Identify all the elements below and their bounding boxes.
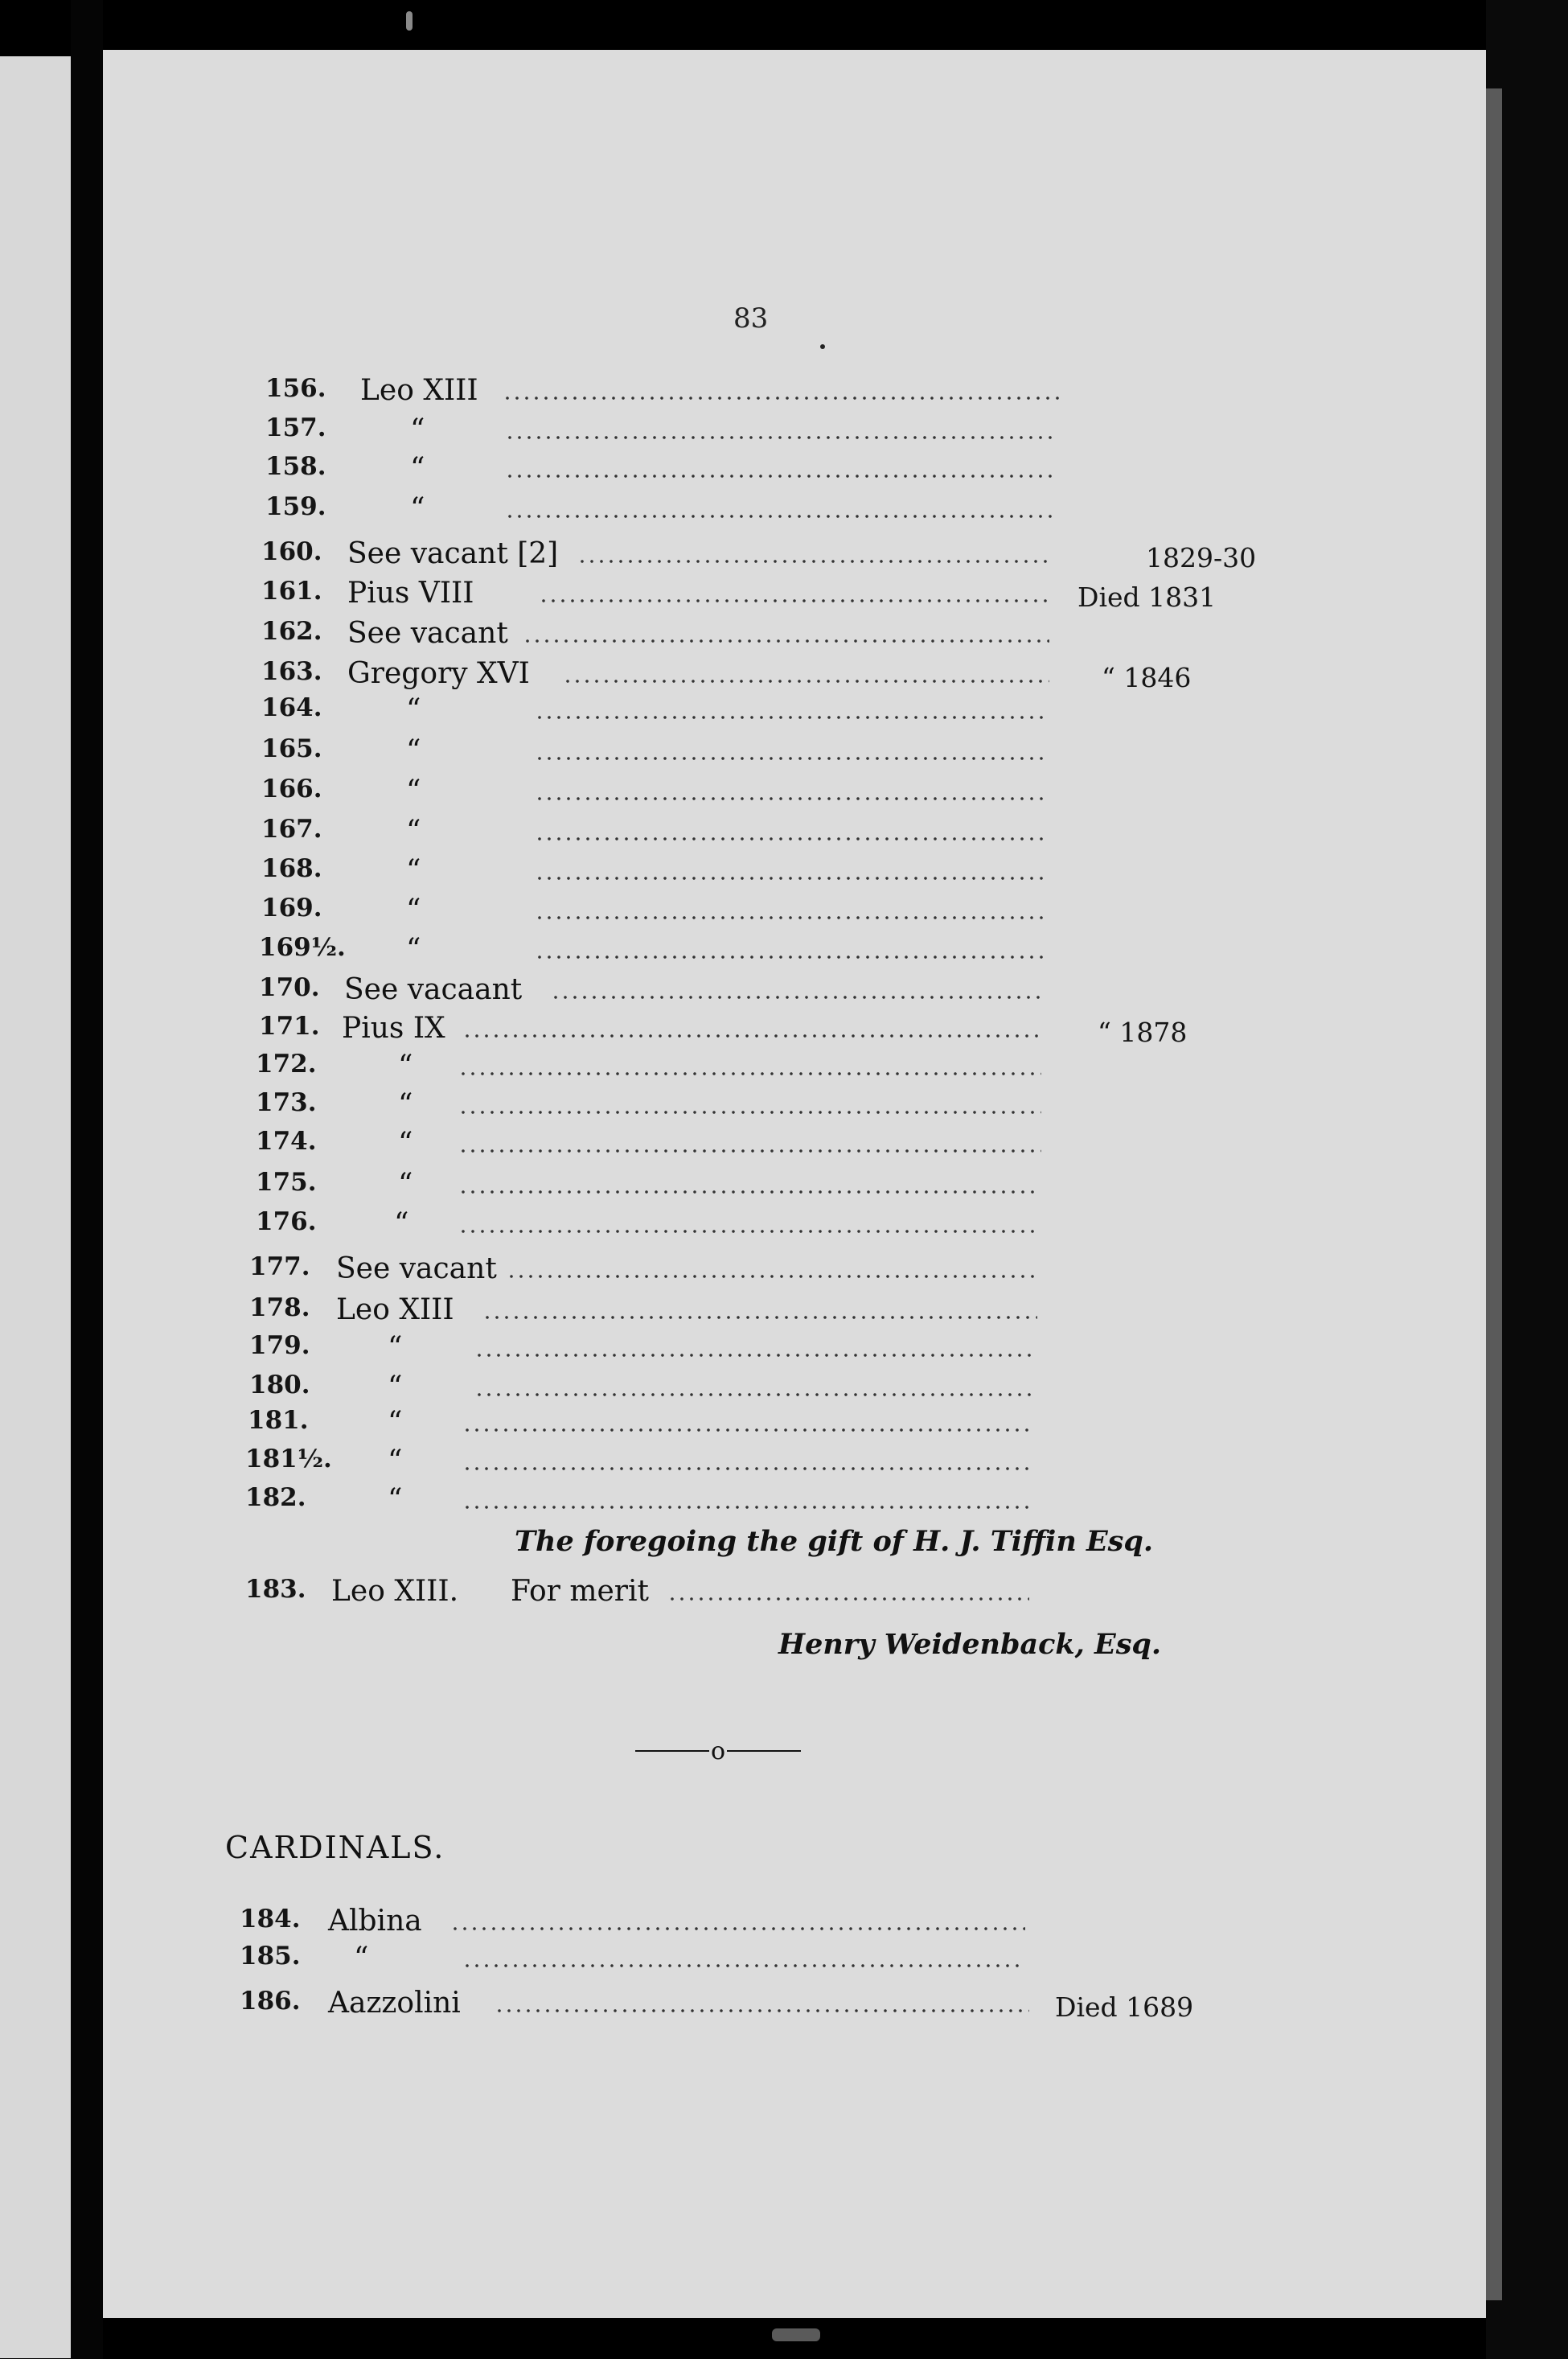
list-item (0, 775, 1568, 813)
list-item (0, 1127, 1568, 1165)
entry-number: 164. (261, 693, 322, 722)
dot-leader (523, 639, 1049, 643)
entry-name: See vacant (336, 1252, 497, 1285)
list-item (0, 452, 1568, 491)
entry-number: 165. (261, 734, 322, 763)
entry-number: 162. (261, 617, 322, 646)
entry-name: “ (410, 452, 425, 485)
entry-date: “ 1846 (1102, 662, 1192, 693)
entry-name: “ (406, 775, 421, 808)
entry-number: 180. (249, 1371, 310, 1399)
entry-name: “ (406, 815, 421, 848)
entry-name: Leo XIII. (331, 1575, 459, 1608)
dot-leader (667, 1597, 1029, 1601)
entry-number: 170. (259, 973, 320, 1002)
list-item (0, 1987, 1568, 2025)
dot-leader (474, 1393, 1033, 1396)
dot-leader (495, 2009, 1029, 2012)
dot-leader (462, 1964, 1025, 1967)
section-separator: o (635, 1736, 801, 1765)
entry-number: 156. (265, 374, 326, 403)
dot-leader (563, 680, 1049, 683)
entry-name: Pius VIII (347, 577, 474, 610)
dot-leader (474, 1354, 1037, 1357)
dot-leader (535, 797, 1045, 800)
entry-number: 157. (265, 413, 326, 442)
entry-name: “ (388, 1406, 403, 1439)
entry-number: 175. (256, 1168, 317, 1197)
entry-name: Albina (328, 1905, 422, 1938)
entry-name: See vacant [2] (347, 537, 559, 570)
dot-leader (482, 1316, 1037, 1319)
dot-leader (535, 877, 1045, 880)
dot-leader (503, 397, 1061, 400)
credit-note-2: Henry Weidenback, Esq. (778, 1628, 1162, 1661)
list-item (0, 933, 1568, 972)
scan-mark (406, 11, 413, 31)
entry-number: 181½. (245, 1445, 332, 1473)
entry-number: 186. (240, 1987, 301, 2016)
entry-name: Pius IX (342, 1012, 445, 1045)
entry-name: “ (398, 1050, 413, 1083)
dot-leader (535, 837, 1045, 840)
entry-name: “ (410, 413, 425, 446)
list-item (0, 1207, 1568, 1246)
list-item (0, 374, 1568, 413)
list-item (0, 537, 1568, 576)
entry-name: “ (388, 1331, 403, 1364)
list-item (0, 577, 1568, 615)
list-item (0, 1012, 1568, 1050)
entry-number: 158. (265, 452, 326, 481)
list-item (0, 617, 1568, 656)
entry-number: 184. (240, 1905, 301, 1934)
list-item (0, 413, 1568, 452)
entry-name: “ (406, 734, 421, 767)
entry-number: 182. (245, 1483, 306, 1512)
entry-name: “ (388, 1483, 403, 1516)
entry-name: “ (406, 933, 421, 966)
dot-leader (462, 1034, 1041, 1038)
entry-number: 167. (261, 815, 322, 844)
dot-leader (458, 1111, 1041, 1114)
entry-number: 169½. (259, 933, 346, 962)
list-item (0, 693, 1568, 732)
entry-number: 178. (249, 1293, 310, 1322)
entry-name: “ (354, 1942, 369, 1975)
dot-leader (458, 1230, 1037, 1233)
entry-183 (0, 1575, 1568, 1613)
entry-name: “ (398, 1168, 413, 1201)
entry-date: 1829-30 (1146, 542, 1257, 573)
entry-number: 163. (261, 657, 322, 686)
list-item (0, 1168, 1568, 1206)
entry-number: 177. (249, 1252, 310, 1281)
entry-number: 176. (256, 1207, 317, 1236)
entry-number: 172. (256, 1050, 317, 1079)
dot-leader (462, 1428, 1033, 1432)
dot-leader (505, 436, 1057, 439)
list-item (0, 657, 1568, 696)
entry-name: See vacant (347, 617, 508, 650)
dot-leader (450, 1927, 1025, 1930)
list-item (0, 1331, 1568, 1370)
list-item (0, 894, 1568, 932)
entry-name: Aazzolini (328, 1987, 461, 2020)
dot-leader (577, 560, 1049, 563)
dot-leader (505, 515, 1057, 518)
list-item (0, 1252, 1568, 1291)
dot-leader (462, 1506, 1029, 1509)
dot-leader (458, 1072, 1041, 1075)
entry-name: “ (388, 1371, 403, 1403)
entry-name: Leo XIII (360, 374, 478, 407)
list-item (0, 734, 1568, 773)
dot-leader (462, 1467, 1033, 1470)
list-item (0, 1905, 1568, 1943)
list-item (0, 1088, 1568, 1127)
dot-leader (507, 1275, 1037, 1278)
list-item (0, 815, 1568, 853)
entry-name: See vacaant (344, 973, 523, 1006)
entry-number: 171. (259, 1012, 320, 1041)
dot-leader (458, 1149, 1041, 1153)
entry-number: 183. (245, 1575, 306, 1604)
list-item (0, 854, 1568, 893)
entry-number: 181. (248, 1406, 309, 1435)
list-item (0, 1406, 1568, 1445)
list-item (0, 1942, 1568, 1980)
credit-note-1: The foregoing the gift of H. J. Tiffin Esq. (515, 1525, 1154, 1558)
entry-number: 161. (261, 577, 322, 606)
entry-note: For merit (511, 1575, 649, 1608)
entry-name: “ (394, 1207, 409, 1240)
list-item (0, 1483, 1568, 1522)
entry-number: 173. (256, 1088, 317, 1117)
entry-number: 174. (256, 1127, 317, 1156)
dot-leader (535, 757, 1045, 760)
entry-name: “ (406, 693, 421, 726)
list-item (0, 1371, 1568, 1409)
list-item (0, 1050, 1568, 1088)
entry-number: 169. (261, 894, 322, 923)
entry-name: “ (388, 1445, 403, 1477)
entry-name: Gregory XVI (347, 657, 530, 690)
entry-name: “ (398, 1127, 413, 1160)
dot-leader (535, 716, 1049, 719)
entry-number: 168. (261, 854, 322, 883)
entry-number: 185. (240, 1942, 301, 1971)
entry-name: Leo XIII (336, 1293, 454, 1326)
list-item (0, 1445, 1568, 1483)
entry-date: Died 1689 (1055, 1991, 1194, 2023)
dot-leader (535, 956, 1045, 959)
entry-date: “ 1878 (1098, 1017, 1188, 1048)
section-heading: CARDINALS. (225, 1830, 445, 1865)
dot-leader (535, 916, 1045, 919)
list-item (0, 1293, 1568, 1332)
list-item (0, 492, 1568, 531)
entry-number: 179. (249, 1331, 310, 1360)
entry-name: “ (410, 492, 425, 525)
entry-number: 160. (261, 537, 322, 566)
page-number: 83 (733, 302, 769, 335)
entry-name: “ (406, 894, 421, 927)
dot-leader (539, 599, 1049, 602)
dot-leader (458, 1190, 1039, 1194)
dot-leader (505, 475, 1057, 478)
entry-name: “ (398, 1088, 413, 1121)
scan-mark-bottom (772, 2328, 820, 2341)
entry-number: 159. (265, 492, 326, 521)
entry-name: “ (406, 854, 421, 887)
page-number-dot (820, 344, 825, 349)
entry-number: 166. (261, 775, 322, 803)
entry-date: Died 1831 (1077, 582, 1217, 613)
dot-leader (551, 996, 1041, 999)
list-item (0, 973, 1568, 1012)
